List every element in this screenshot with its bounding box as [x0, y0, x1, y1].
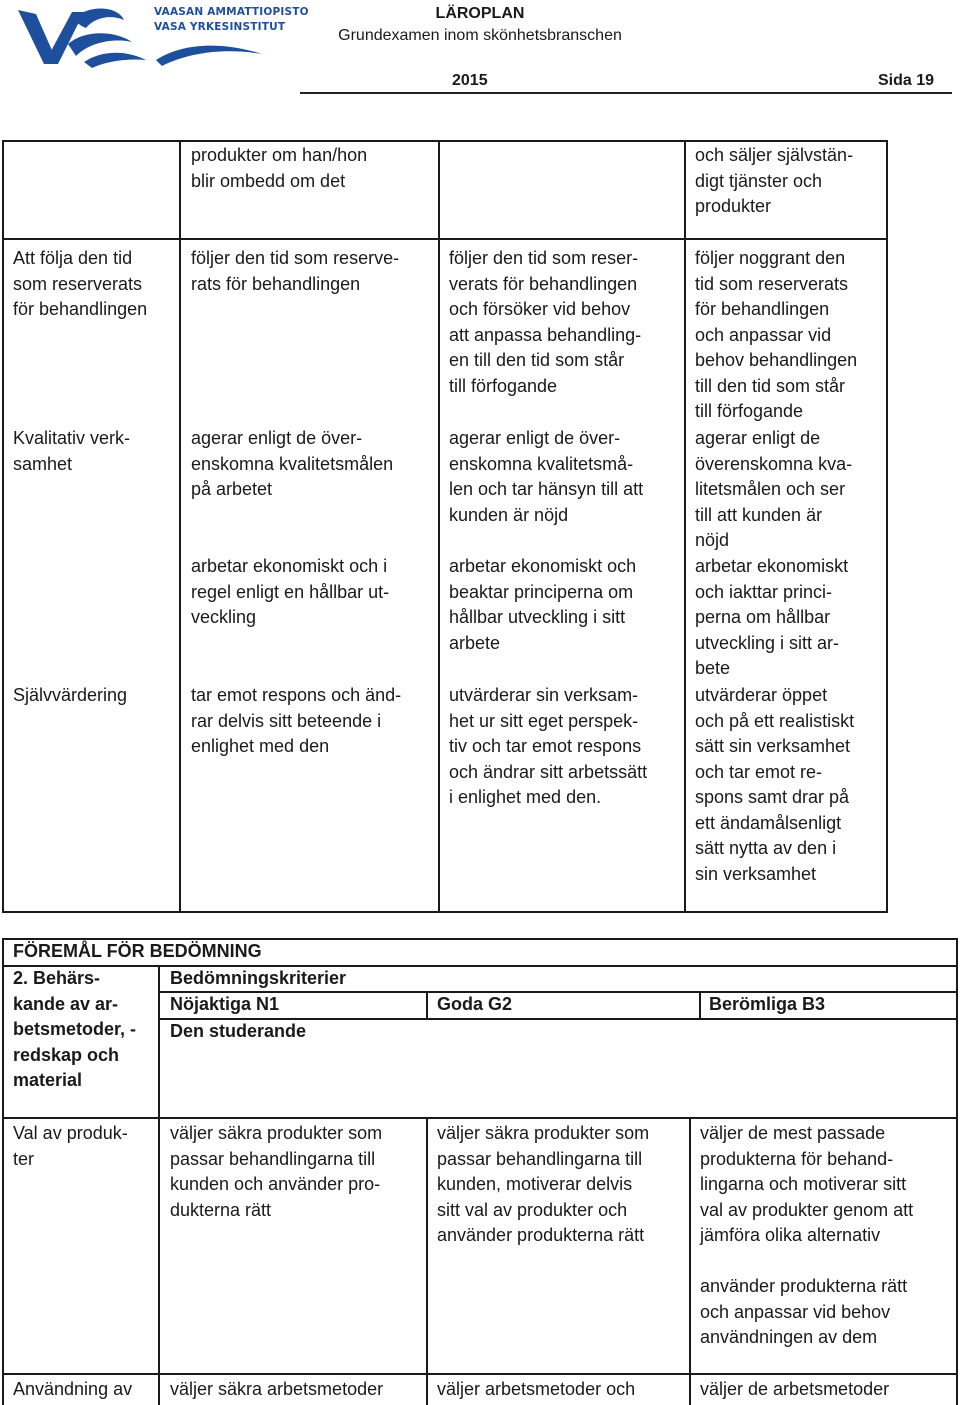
table2-row1-n1: väljer säkra produkter som passar behandlingarna till kunden och använder pro- dukterna rätt	[170, 1123, 383, 1220]
table2-row1-g2: väljer säkra produkter som passar behandlingarna till kunden, motiverar delvis sitt val av produkter och använder produkterna rätt	[437, 1123, 650, 1245]
table1-row1-g2: följer den tid som reser- verats för behandlingen och försöker vid behov att anpassa behandling- en till den tid som står till förfogande	[449, 248, 642, 396]
table2-row2-g2: väljer arbetsmetoder och	[437, 1379, 636, 1399]
table2-col-divider-2	[689, 1117, 691, 1405]
logo-line2: VASA YRKESINSTITUT	[154, 21, 286, 33]
table2-criteria-label: Bedömningskriterier	[170, 968, 347, 988]
table1-col-divider-1	[179, 140, 181, 913]
table1-row0-n1: produkter om han/hon blir ombedd om det	[191, 145, 368, 191]
table2-heading: FÖREMÅL FÖR BEDÖMNING	[13, 941, 262, 961]
table2-row2-criterion: Användning av	[13, 1379, 133, 1399]
table2-level-divider-2	[699, 991, 701, 1020]
table1-row3-b3: arbetar ekonomiskt och iakttar princi- perna om hållbar utveckling i sitt ar- bete	[695, 556, 849, 678]
table2-row-divider	[2, 1373, 958, 1375]
table1-row3-g2: arbetar ekonomiskt och beaktar principerna om hållbar utveckling i sitt arbete	[449, 556, 637, 653]
table1-row2-b3: agerar enligt de överenskomna kva- litetsmålen och ser till att kunden är nöjd	[695, 428, 853, 550]
table1-row2-criterion: Kvalitativ verk- samhet	[13, 428, 131, 474]
header-divider	[300, 92, 952, 94]
table2-heading-divider	[2, 965, 958, 967]
table2-student-label: Den studerande	[170, 1021, 307, 1041]
table2-row1-criterion: Val av produk- ter	[13, 1123, 128, 1169]
table2-level-divider-1	[426, 991, 428, 1020]
school-logo	[14, 4, 309, 70]
table2-row1-b3: väljer de mest passade produkterna för behand- lingarna och motiverar sitt val av produkter genom att jämföra olika alternativ	[700, 1123, 914, 1245]
table2-row2-b3: väljer de arbetsmetoder	[700, 1379, 890, 1399]
table1-row1-b3: följer noggrant den tid som reserverats för behandlingen och anpassar vid behov behandlingen till den tid som står till förfogande	[695, 248, 858, 421]
table1-border-bottom	[2, 911, 888, 913]
table2-row1-b3-extra: använder produkterna rätt och anpassar vid behov användningen av dem	[700, 1276, 908, 1347]
table1-border-left	[2, 140, 4, 913]
table1-border-top	[2, 140, 888, 142]
table1-col-divider-2	[438, 140, 440, 913]
table2-border-right	[956, 938, 958, 1405]
table2-border-left	[2, 938, 4, 1405]
document-title: LÄROPLAN	[435, 5, 525, 22]
page-number: Sida 19	[878, 72, 935, 89]
table1-row4-b3: utvärderar öppet och på ett realistiskt sätt sin verksamhet och tar emot re- spons samt drar på ett ändamålsenligt sätt nytta av den i sin verksamhet	[695, 685, 855, 884]
school-logo-icon	[14, 4, 154, 70]
table1-col-divider-3	[684, 140, 686, 913]
logo-line1: VAASAN AMMATTIOPISTO	[154, 6, 309, 18]
document-subtitle: Grundexamen inom skönhetsbranschen	[338, 27, 622, 44]
table1-row3-n1: arbetar ekonomiskt och i regel enligt en hållbar ut- veckling	[191, 556, 390, 627]
table2-level-g2: Goda G2	[437, 994, 513, 1014]
table2-level-n1: Nöjaktiga N1	[170, 994, 280, 1014]
table1-row0-b3: och säljer självstän- digt tjänster och produkter	[695, 145, 854, 216]
table1-row-divider	[2, 238, 888, 240]
table2-col-divider-1	[426, 1117, 428, 1405]
table1-row4-n1: tar emot respons och änd- rar delvis sitt beteende i enlighet med den	[191, 685, 402, 756]
table1-row2-g2: agerar enligt de över- enskomna kvalitetsmå- len och tar hänsyn till att kunden är nöjd	[449, 428, 644, 525]
table1-row1-n1: följer den tid som reserve- rats för behandlingen	[191, 248, 400, 294]
table2-level-b3: Berömliga B3	[709, 994, 826, 1014]
logo-swoosh-icon	[154, 38, 264, 68]
table1-row1-criterion: Att följa den tid som reserverats för behandlingen	[13, 248, 148, 319]
table1-row4-g2: utvärderar sin verksam- het ur sitt eget perspek- tiv och tar emot respons och ändrar sitt arbetssätt i enlighet med den.	[449, 685, 648, 807]
table2-row2-n1: väljer säkra arbetsmetoder	[170, 1379, 384, 1399]
table2-header-bottom	[2, 1117, 958, 1119]
table2-assessment-object: 2. Behärs- kande av ar- betsmetoder, - redskap och material	[13, 968, 137, 1091]
table1-row4-criterion: Självvärdering	[13, 685, 128, 705]
table1-border-right	[886, 140, 888, 913]
document-year: 2015	[452, 72, 488, 89]
table1-row2-n1: agerar enligt de över- enskomna kvalitetsmålen på arbetet	[191, 428, 394, 499]
table2-object-divider	[158, 965, 160, 1405]
